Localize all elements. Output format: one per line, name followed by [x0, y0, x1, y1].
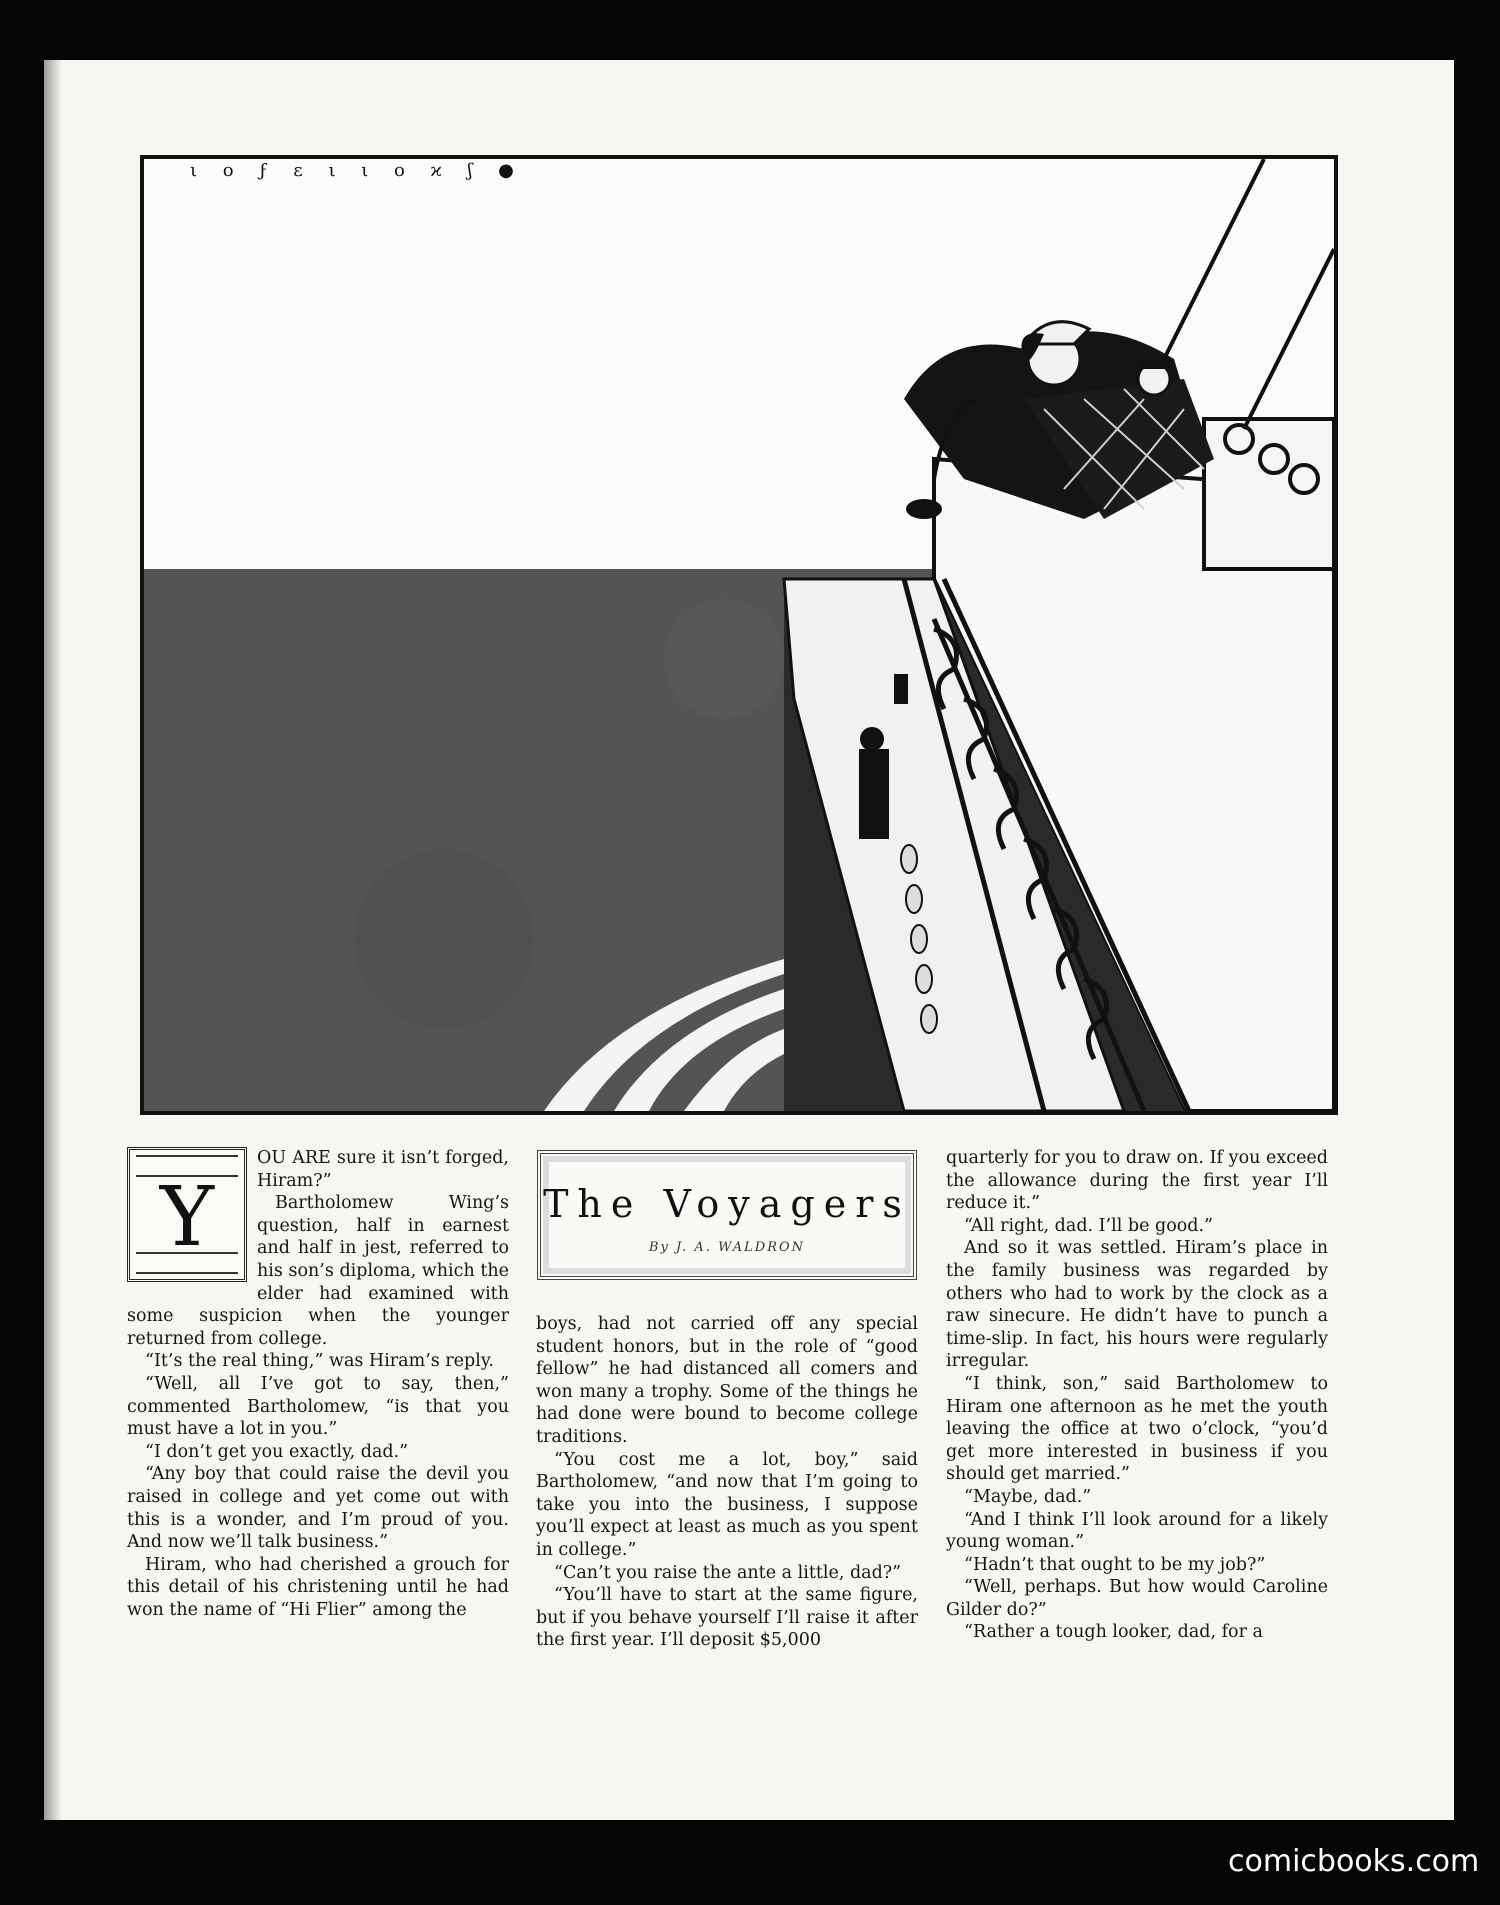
paragraph: Hiram, who had cherished a grouch for this detail of his christening until he had won the name of “Hi Flier” among the	[127, 1554, 509, 1620]
paragraph: “Well, perhaps. But how would Caroline Gilder do?”	[946, 1577, 1328, 1620]
paragraph: “You’ll have to start at the same figure, but if you behave yourself I’ll raise it after the first year. I’ll deposit $5,000	[536, 1585, 918, 1651]
story-title: The Voyagers	[543, 1182, 911, 1226]
paragraph: “Well, all I’ve got to say, then,” commented Bartholomew, “is that you must have a lot in you.”	[127, 1373, 509, 1440]
text-column-3	[946, 1147, 1328, 1644]
paragraph: “Can’t you raise the ante a little, dad?”	[554, 1562, 902, 1583]
page-gutter-shadow	[44, 60, 62, 1820]
paragraph: “Hadn’t that ought to be my job?”	[964, 1554, 1266, 1575]
paragraph: “Any boy that could raise the devil you raised in college and yet come out with this is a wonder, and I’m proud of you. And now we’ll talk business.”	[127, 1464, 509, 1553]
paragraph: OU ARE sure it isn’t forged, Hiram?”	[257, 1148, 509, 1191]
text-column-1	[127, 1147, 509, 1621]
paragraph: boys, had not carried off any special student honors, but in the role of “good fellow” he had distanced all comers and won many a trophy. Some of the things he had done were bound to become college traditions.	[536, 1314, 918, 1447]
paragraph: “Maybe, dad.”	[964, 1486, 1092, 1507]
paragraph: “You cost me a lot, boy,” said Bartholomew, “and now that I’m going to take you into the business, I suppose you’ll expect at least as much as you spent in college.”	[536, 1449, 918, 1560]
paragraph: “It’s the real thing,” was Hiram’s reply.	[145, 1351, 494, 1372]
paragraph: “I think, son,” said Bartholomew to Hiram one afternoon as he met the youth leaving the office at two o’clock, “you’d get more interested in business if you should get married.”	[946, 1373, 1328, 1485]
drop-cap-letter: Y	[159, 1170, 215, 1265]
paragraph: “And I think I’ll look around for a likely young woman.”	[946, 1509, 1328, 1553]
text-column-2	[536, 1313, 918, 1652]
paragraph: “I don’t get you exactly, dad.”	[145, 1441, 409, 1462]
ship-illustration	[140, 155, 1338, 1115]
artist-signature: ι ο ϝ ɛ ι ι ο ϰ ʃ ●	[190, 160, 524, 181]
site-watermark: comicbooks.com	[1228, 1844, 1480, 1879]
story-title-box	[537, 1150, 917, 1280]
paragraph: “All right, dad. I’ll be good.”	[964, 1215, 1213, 1236]
drop-cap-ornament-bottom	[136, 1252, 238, 1274]
story-byline: By J. A. WALDRON	[648, 1240, 806, 1255]
paragraph: Bartholomew Wing’s question, half in earnest and half in jest, referred to his son’s diploma, which the elder had examined with some suspicion when the younger returned from college.	[127, 1193, 509, 1349]
paragraph: And so it was settled. Hiram’s place in the family business was regarded by others who had to work by the clock as a raw sinecure. He didn’t have to punch a time-slip. In fact, his hours were regularly irregular.	[946, 1238, 1328, 1372]
paragraph: “Rather a tough looker, dad, for a	[964, 1622, 1263, 1643]
paragraph: quarterly for you to draw on. If you exceed the allowance during the first year I’ll reduce it.”	[946, 1148, 1328, 1214]
drop-cap	[127, 1147, 247, 1282]
